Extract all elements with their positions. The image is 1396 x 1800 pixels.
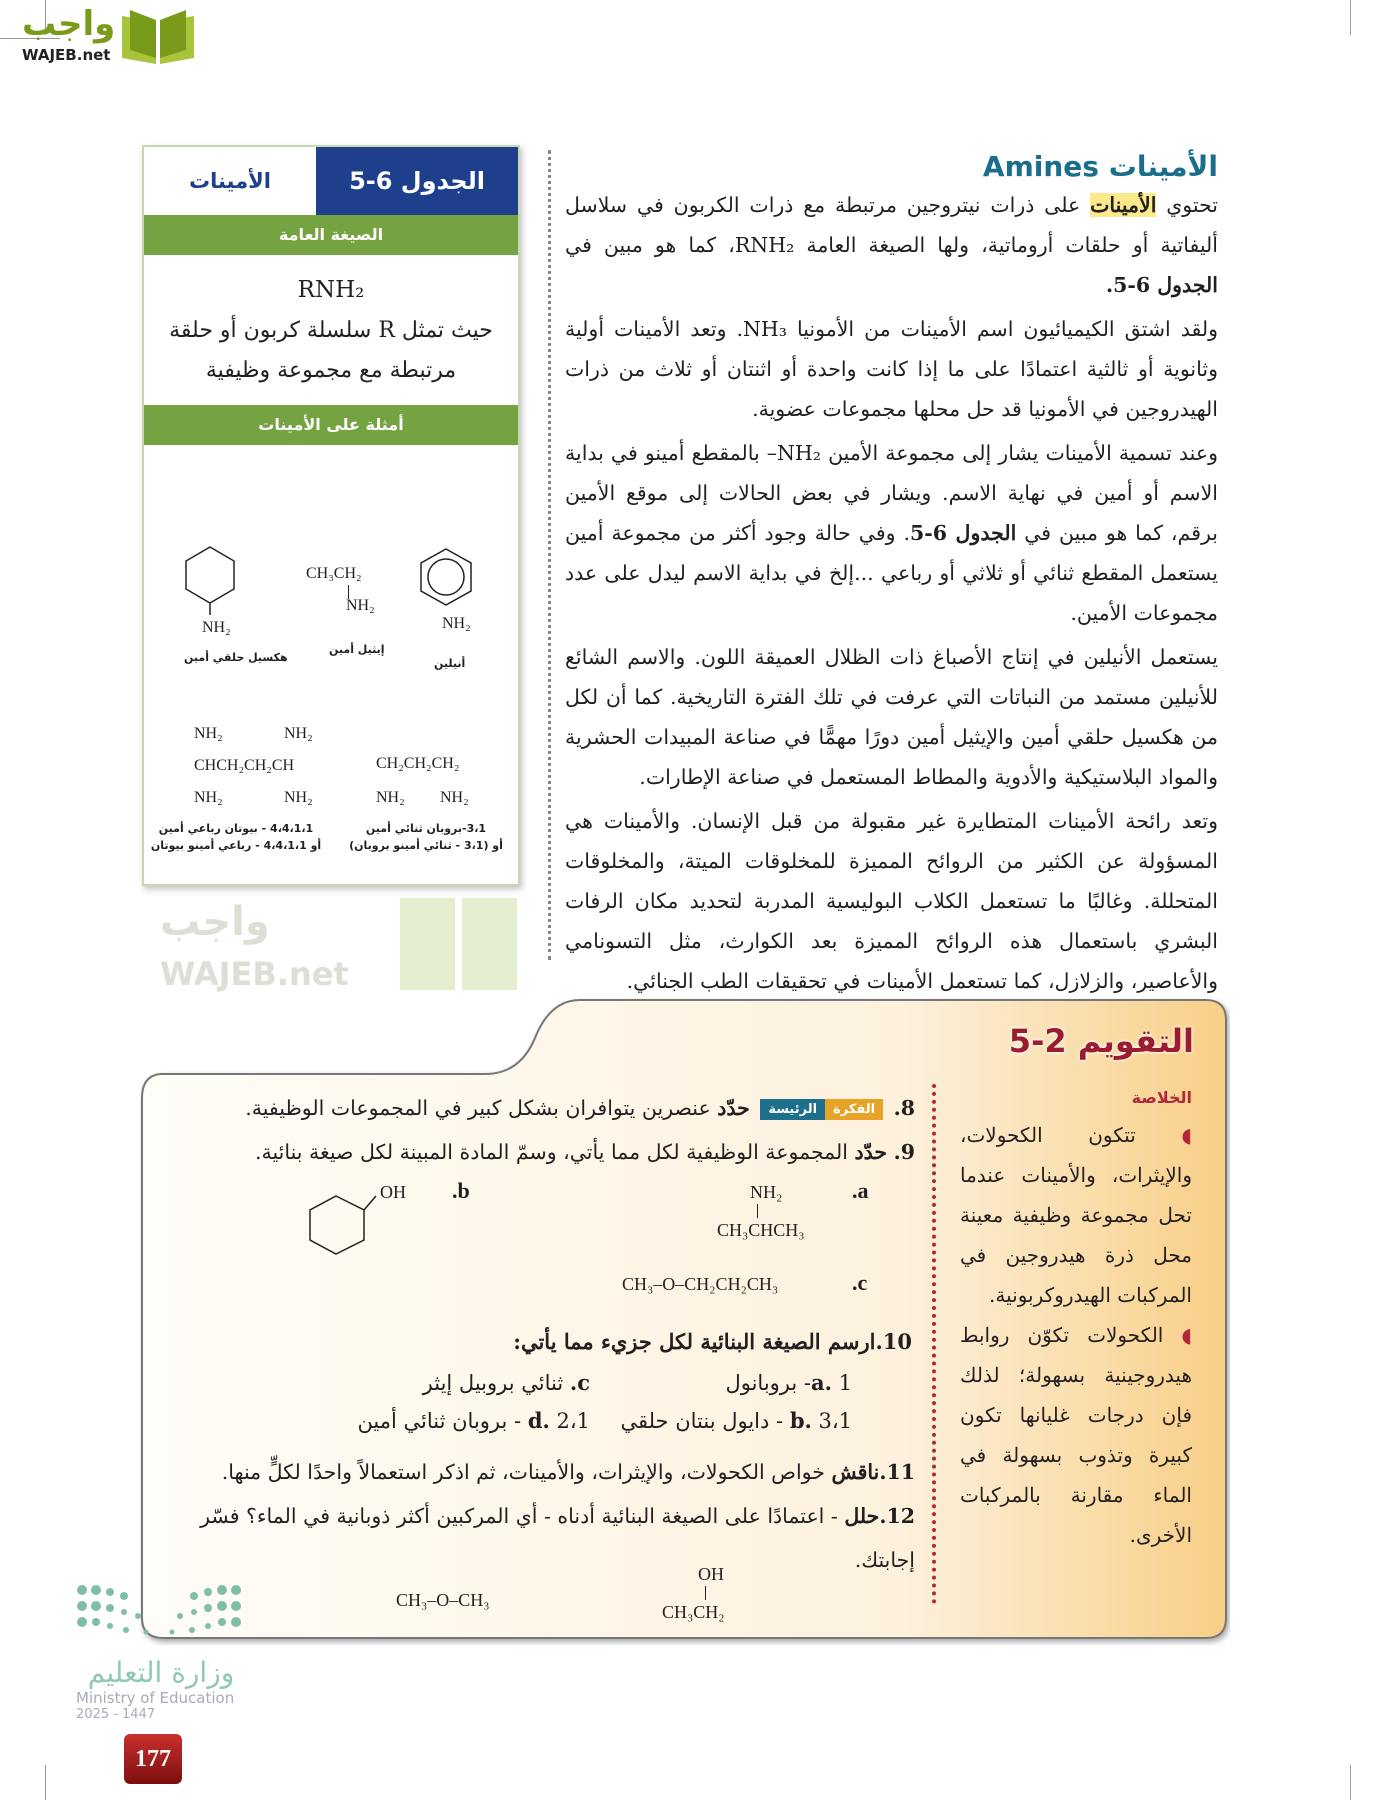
ethylamine-chain: CH₃CH₂ (306, 565, 362, 582)
option-label: a. (811, 1370, 832, 1395)
ethylamine-nh2: NH₂ (346, 597, 375, 614)
option-text: ثنائي بروبيل إيثر (422, 1371, 564, 1395)
q10-option-b (620, 1408, 852, 1433)
wajeb-logo[interactable] (10, 4, 190, 68)
questions-continued (160, 1450, 915, 1582)
review-section (140, 998, 1230, 1646)
q12-ether-formula: CH₃–O–CH₃ (396, 1590, 490, 1610)
question-10 (513, 1320, 912, 1364)
q9a-label: .a (852, 1178, 869, 1203)
table-title: الأمينات (189, 169, 271, 193)
butane-tetramine-nh2: NH₂ (194, 789, 223, 806)
q10-option-c (423, 1370, 590, 1395)
bullet-icon: ◖ (1181, 1123, 1192, 1147)
butane-tetramine-nh2: NH₂ (284, 725, 313, 742)
butane-tetramine-name: 4،4،1،1 - بيوتان رباعي أمين (158, 822, 314, 835)
butane-tetramine-nh2: NH₂ (284, 789, 313, 806)
table-reference[interactable]: الجدول 6-5 (909, 521, 1017, 545)
question-text: المجموعة الوظيفية لكل مما يأتي، وسمّ المادة المبينة لكل صيغة بنائية. (254, 1140, 855, 1164)
option-label: d. (527, 1408, 550, 1433)
paragraph: وتعد رائحة الأمينات المتطايرة غير مقبولة من قبل الإنسان. والأمينات هي المسؤولة عن الكثير من الروائح المميزة للمخلوقات الميتة، والمخلوقات المتحللة. وغالبًا ما تستعمل الكلاب البوليسية المدربة لتحديد مكان الرفات البشري باستعمال هذه الروائح المميزة بعد الكوارث، مثل التسونامي والأعاصير، والزلازل، كما تستعمل الأمينات في تحقيقات الطب الجنائي. (565, 809, 1218, 993)
q10-option-d (357, 1408, 590, 1433)
option-text: 3،1 - دايول بنتان حلقي (620, 1409, 852, 1433)
text: وعند تسمية الأمينات يشار إلى مجموعة الأمين NH₂– بالمقطع أمينو في بداية الاسم أو أمين في نهاية الاسم. ويشار في بعض الحالات إلى موقع الأمين برقم، كما هو مبين في (565, 441, 1219, 545)
question-text: ارسم الصيغة البنائية لكل جزيء مما يأتي: (513, 1329, 876, 1354)
q9a-chain: CH₃CHCH₃ (717, 1220, 805, 1240)
q12-alcohol-chain: CH₃CH₂ (662, 1602, 725, 1622)
propane-diamine-nh2: NH₂ (376, 789, 405, 806)
summary-panel (960, 1088, 1192, 1555)
crop-mark (45, 1765, 46, 1800)
examples-header: أمثلة على الأمينات (144, 405, 518, 445)
cyclohexane-ring-icon (182, 545, 238, 617)
ministry-logo (76, 1582, 256, 1732)
question-9 (170, 1130, 915, 1174)
summary-text: تتكون الكحولات، والإيثرات، والأمينات عندما تحل مجموعة وظيفية معينة محل ذرة هيدروجين في المركبات الهيدروكربونية. (960, 1123, 1192, 1307)
aniline-name: أنيلين (434, 657, 466, 670)
watermark (150, 890, 530, 995)
butane-tetramine-nh2: NH₂ (194, 725, 223, 742)
aniline-nh2: NH₂ (442, 615, 471, 632)
summary-text: الكحولات تكوّن روابط هيدروجينية بسهولة؛ لذلك فإن درجات غليانها تكون كبيرة وتذوب بسهولة في الماء مقارنة بالمركبات الأخرى. (960, 1323, 1192, 1547)
review-title: التقويم 2-5 (1008, 1022, 1194, 1060)
butane-tetramine-chain: CHCH₂CH₂CH (194, 757, 295, 774)
general-formula-header: الصيغة العامة (144, 215, 518, 255)
section-heading: الأمينات Amines (982, 150, 1218, 183)
cyclohexanol-ring-icon (308, 1188, 380, 1264)
butane-tetramine-alt-name: أو 4،4،1،1 - رباعي أمينو بيوتان (150, 839, 322, 852)
paragraph: يستعمل الأنيلين في إنتاج الأصباغ ذات الظلال العميقة اللون. والاسم الشائع للأنيلين مستمد من النباتات التي عرفت في تلك الفترة التاريخية. كما أن لكل من هكسيل حلقي أمين والإيثيل أمين دورًا مهمًّا في صناعة المبيدات الحشرية والمواد البلاستيكية والأدوية والمطاط المستعمل في صناعة الإطارات. (565, 645, 1218, 789)
butane-tetramine-names (148, 821, 324, 855)
highlighted-term: الأمينات (1090, 193, 1157, 217)
text: تحتوي (1156, 193, 1219, 217)
question-verb: ناقش (831, 1460, 880, 1484)
question-verb: حدّد (717, 1096, 750, 1120)
q9b-oh: OH (380, 1182, 406, 1202)
paragraph (565, 185, 1218, 305)
question-number: 9. (893, 1140, 915, 1164)
crop-mark (1350, 1765, 1351, 1800)
table-reference[interactable]: الجدول 6-5. (1105, 273, 1218, 297)
summary-title: الخلاصة (1131, 1088, 1192, 1107)
main-idea-badge (760, 1099, 883, 1120)
formula-description: حيث تمثل R سلسلة كربون أو حلقة مرتبطة مع مجموعة وظيفية (169, 318, 493, 383)
bond-line (757, 1204, 758, 1218)
review-divider (932, 1084, 936, 1604)
q9c-label: .c (852, 1270, 868, 1295)
ministry-name-ar: وزارة التعليم (87, 1656, 235, 1689)
option-label: b. (789, 1408, 812, 1433)
crop-mark (1350, 0, 1351, 35)
question-11 (160, 1450, 915, 1494)
question-12 (160, 1494, 915, 1582)
paragraph: ولقد اشتق الكيميائيون اسم الأمينات من الأمونيا NH₃. وتعد الأمينات أولية وثانوية أو ثالثية اعتمادًا على ما إذا كانت واحدة أو اثنتان أو ثلاث من ذرات الهيدروجين في الأمونيا قد حل محلها مجموعات عضوية. (565, 317, 1218, 421)
q12-alcohol-oh: OH (698, 1564, 724, 1584)
text: على ذرات نيتروجين مرتبطة مع ذرات الكربون في سلاسل أليفاتية أو حلقات أروماتية، ولها الصيغة العامة RNH₂، كما هو مبين في (565, 193, 1218, 257)
q9a-nh2: NH₂ (750, 1182, 783, 1202)
question-text: عنصرين يتوافران بشكل كبير في المجموعات الوظيفية. (245, 1096, 718, 1120)
ministry-year: 2025 - 1447 (76, 1707, 156, 1722)
text: . وفي حالة وجود أكثر من مجموعة أمين يستعمل المقطع ثنائي أو ثلاثي أو رباعي ...إلخ في بداية الاسم ليدل على عدد مجموعات الأمين. (565, 521, 1218, 625)
table-number: الجدول 6-5 (316, 147, 518, 215)
watermark-text: واجب (160, 899, 270, 945)
option-text: 1- بروبانول (725, 1371, 852, 1395)
question-number: 11. (879, 1460, 915, 1484)
cyclohexylamine-name: هكسيل حلقي أمين (184, 651, 288, 664)
question-number: 8. (893, 1096, 915, 1120)
question-number: 10. (875, 1329, 912, 1354)
question-8 (170, 1086, 915, 1130)
ethylamine-name: إيثيل أمين (329, 643, 385, 656)
badge-part: الرئيسة (760, 1099, 825, 1120)
summary-item (960, 1315, 1192, 1555)
amines-table (142, 145, 520, 886)
book-icon (120, 8, 196, 64)
question-number: 12. (879, 1504, 915, 1528)
propane-diamine-chain: CH₂CH₂CH₂ (376, 755, 460, 772)
question-verb: حدّد (854, 1140, 888, 1164)
ministry-dots-icon (76, 1582, 256, 1642)
paragraph (565, 433, 1218, 633)
logo-text-en: WAJEB.net (22, 46, 111, 64)
benzene-ring-icon (416, 545, 476, 611)
column-divider (548, 150, 551, 960)
propane-diamine-names (338, 821, 514, 855)
ministry-name-en: Ministry of Education (76, 1689, 235, 1707)
general-formula: RNH₂ (297, 277, 365, 303)
q10-option-a (725, 1370, 852, 1395)
bullet-icon: ◖ (1181, 1323, 1192, 1347)
question-text: - اعتمادًا على الصيغة البنائية أدناه - أي المركبين أكثر ذوبانية في الماء؟ فسّر إجابتك. (200, 1504, 915, 1572)
main-text (565, 150, 1218, 1005)
propane-diamine-alt-name: أو (3،1 - ثنائي أمينو بروبان) (349, 839, 503, 852)
q9c-formula: CH₃–O–CH₂CH₂CH₃ (622, 1274, 779, 1294)
option-label: c. (569, 1370, 590, 1395)
summary-item (960, 1115, 1192, 1315)
bond-line (705, 1586, 706, 1600)
logo-text-ar: واجب (22, 4, 116, 44)
questions (170, 1086, 915, 1174)
question-verb: حلل (844, 1504, 880, 1528)
option-text: 2،1 - بروبان ثنائي أمين (357, 1409, 590, 1433)
propane-diamine-name: 3،1-بروبان ثنائي أمين (365, 822, 487, 835)
badge-part: الفكرة (825, 1099, 883, 1120)
cyclohexylamine-nh2: NH₂ (202, 619, 231, 636)
q9b-label: .b (452, 1178, 470, 1203)
page-number: 177 (124, 1734, 182, 1784)
question-text: خواص الكحولات، والإيثرات، والأمينات، ثم اذكر استعمالاً واحدًا لكلٍّ منها. (221, 1460, 832, 1484)
propane-diamine-nh2: NH₂ (440, 789, 469, 806)
watermark-text: WAJEB.net (160, 955, 349, 993)
